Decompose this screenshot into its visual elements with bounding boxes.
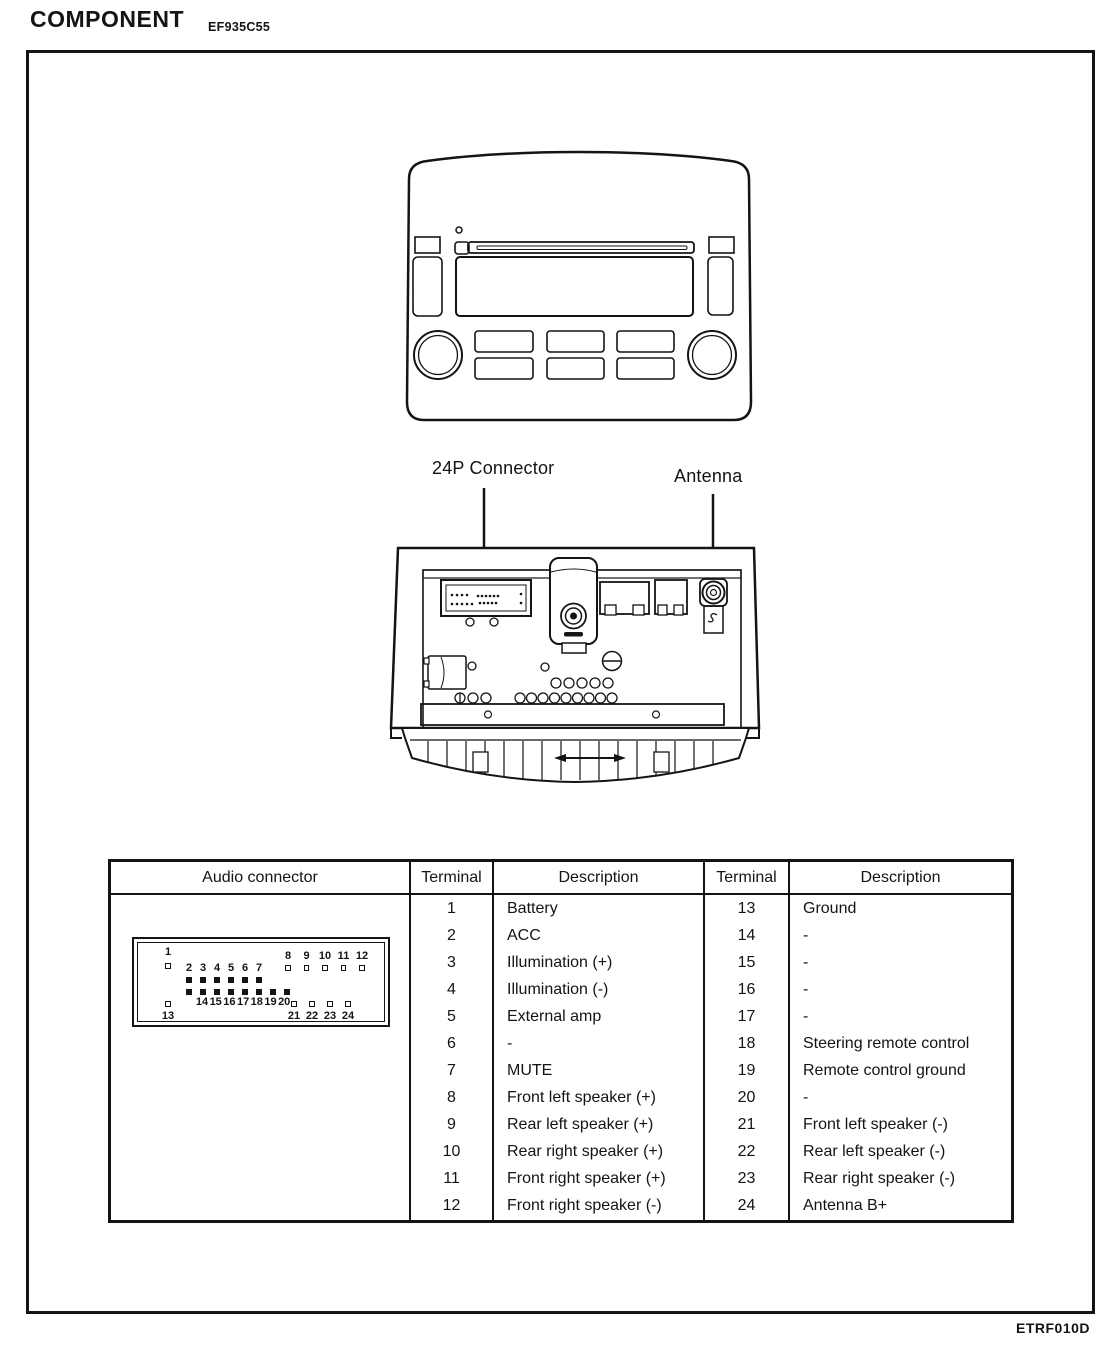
terminal-table xyxy=(108,859,1014,1223)
description-column-right xyxy=(790,895,1011,1220)
pin-number-label: 20 xyxy=(278,996,291,1008)
pin-square xyxy=(214,977,220,983)
pin-number-label: 8 xyxy=(284,950,292,962)
pin-number-label: 19 xyxy=(264,996,277,1008)
pin-square xyxy=(341,965,347,971)
terminal-table-header xyxy=(111,862,1011,895)
description-cell: - xyxy=(803,1089,809,1107)
description-cell: Antenna B+ xyxy=(803,1197,888,1215)
pin-square xyxy=(228,977,234,983)
terminal-number-cell: 14 xyxy=(737,926,756,944)
pin-square xyxy=(322,965,328,971)
description-cell: Front right speaker (+) xyxy=(507,1170,666,1188)
terminal-number-cell: 11 xyxy=(443,1170,460,1188)
pin-square xyxy=(304,965,310,971)
description-cell: Front left speaker (-) xyxy=(803,1116,948,1134)
callout-antenna: Antenna xyxy=(674,466,743,486)
column-header: Terminal xyxy=(705,862,790,893)
description-cell: - xyxy=(803,980,809,998)
description-cell: Steering remote control xyxy=(803,1034,970,1052)
pin-number-label: 11 xyxy=(337,950,350,962)
pin-number-label: 16 xyxy=(223,996,236,1008)
pin-square xyxy=(228,989,234,995)
pin-number-label: 15 xyxy=(209,996,222,1008)
pin-square xyxy=(285,965,291,971)
pin-square xyxy=(242,989,248,995)
terminal-number-cell: 9 xyxy=(447,1116,456,1134)
terminal-number-cell: 23 xyxy=(737,1170,756,1188)
pin-square xyxy=(359,965,365,971)
pin-number-label: 10 xyxy=(318,950,332,962)
description-cell: - xyxy=(803,926,809,944)
bottom-tray xyxy=(391,728,759,782)
terminal-column-right xyxy=(705,895,790,1220)
pin-number-label: 2 xyxy=(185,962,193,974)
pin-square xyxy=(165,963,171,969)
terminal-number-cell: 24 xyxy=(737,1197,756,1215)
pin-square xyxy=(291,1001,297,1007)
description-cell: - xyxy=(507,1034,513,1052)
terminal-column-left xyxy=(411,895,494,1220)
terminal-number-cell: 15 xyxy=(737,953,756,971)
pin-square xyxy=(284,989,290,995)
pin-square xyxy=(165,1001,171,1007)
description-column-left xyxy=(494,895,705,1220)
description-cell: MUTE xyxy=(507,1062,553,1079)
description-cell: Illumination (+) xyxy=(507,953,613,971)
terminal-number-cell: 16 xyxy=(737,980,756,998)
terminal-number-cell: 17 xyxy=(737,1007,756,1025)
terminal-number-cell: 6 xyxy=(447,1034,456,1052)
pin-number-label: 13 xyxy=(161,1010,175,1022)
description-cell: Rear right speaker (-) xyxy=(803,1170,956,1188)
pin-square xyxy=(270,989,276,995)
pin-number-label: 1 xyxy=(164,946,172,958)
pin-number-label: 17 xyxy=(236,996,250,1008)
description-cell: - xyxy=(803,1007,809,1025)
terminal-number-cell: 20 xyxy=(737,1089,756,1107)
pin-number-label: 3 xyxy=(199,962,207,974)
audio-connector-cell xyxy=(111,895,411,1220)
pin-square xyxy=(200,989,206,995)
pin-number-label: 6 xyxy=(241,962,249,974)
terminal-number-cell: 2 xyxy=(447,926,456,944)
description-cell: Rear left speaker (-) xyxy=(803,1143,946,1161)
pin-number-label: 22 xyxy=(305,1010,319,1022)
description-cell: Rear left speaker (+) xyxy=(507,1116,654,1134)
description-cell: ACC xyxy=(507,926,541,944)
column-header: Description xyxy=(860,868,941,886)
terminal-number-cell: 4 xyxy=(447,980,456,998)
description-cell: Ground xyxy=(803,899,857,917)
description-cell: External amp xyxy=(507,1007,602,1025)
terminal-number-cell: 12 xyxy=(442,1197,461,1215)
terminal-number-cell: 10 xyxy=(442,1143,461,1161)
terminal-number-cell: 7 xyxy=(447,1062,456,1079)
description-cell: Front left speaker (+) xyxy=(507,1089,656,1107)
callout-24p-connector: 24P Connector xyxy=(432,458,555,478)
terminal-number-cell: 22 xyxy=(737,1143,756,1161)
pin-number-label: 9 xyxy=(303,950,310,962)
column-header: Description xyxy=(494,862,705,893)
pin-number-label: 12 xyxy=(355,950,369,962)
pin-square xyxy=(186,989,192,995)
pin-number-label: 5 xyxy=(227,962,235,974)
pin-number-label: 14 xyxy=(195,996,209,1008)
description-cell: - xyxy=(803,953,809,971)
column-header: Audio connector xyxy=(111,862,411,893)
description-cell: Rear right speaker (+) xyxy=(507,1143,664,1161)
pin-number-label: 21 xyxy=(287,1010,301,1022)
center-jack-bracket xyxy=(550,558,597,653)
terminal-number-cell: 8 xyxy=(447,1089,456,1107)
pin-number-label: 18 xyxy=(250,996,263,1008)
pin-square xyxy=(309,1001,315,1007)
pin-square xyxy=(200,977,206,983)
terminal-number-cell: 5 xyxy=(447,1007,456,1025)
terminal-table-body xyxy=(111,895,1011,1220)
audio-connector-pin-diagram xyxy=(132,937,390,1027)
pin-square xyxy=(214,989,220,995)
figure-code: ETRF010D xyxy=(1016,1320,1091,1336)
description-cell: Illumination (-) xyxy=(507,980,609,998)
terminal-number-cell: 1 xyxy=(447,899,456,917)
pin-number-label: 7 xyxy=(255,962,263,974)
terminal-number-cell: 19 xyxy=(737,1062,756,1079)
terminal-number-cell: 21 xyxy=(737,1116,756,1134)
pin-square xyxy=(186,977,192,983)
head-unit-rear-illustration xyxy=(388,486,770,804)
head-unit-front-illustration xyxy=(400,142,758,432)
page-title: COMPONENT xyxy=(30,6,184,32)
pin-square xyxy=(345,1001,351,1007)
pin-square xyxy=(256,989,262,995)
pin-square xyxy=(256,977,262,983)
pin-square xyxy=(242,977,248,983)
pin-number-label: 24 xyxy=(341,1010,355,1022)
terminal-number-cell: 18 xyxy=(737,1034,756,1052)
pin-number-label: 23 xyxy=(323,1010,337,1022)
description-cell: Front right speaker (-) xyxy=(507,1197,662,1215)
pin-number-label: 4 xyxy=(213,962,221,974)
pin-square xyxy=(327,1001,333,1007)
terminal-number-cell: 13 xyxy=(737,899,756,917)
description-cell: Battery xyxy=(507,899,558,917)
doc-code: EF935C55 xyxy=(208,20,271,34)
terminal-number-cell: 3 xyxy=(447,953,456,971)
column-header: Terminal xyxy=(411,862,494,893)
description-cell: Remote control ground xyxy=(803,1062,966,1079)
